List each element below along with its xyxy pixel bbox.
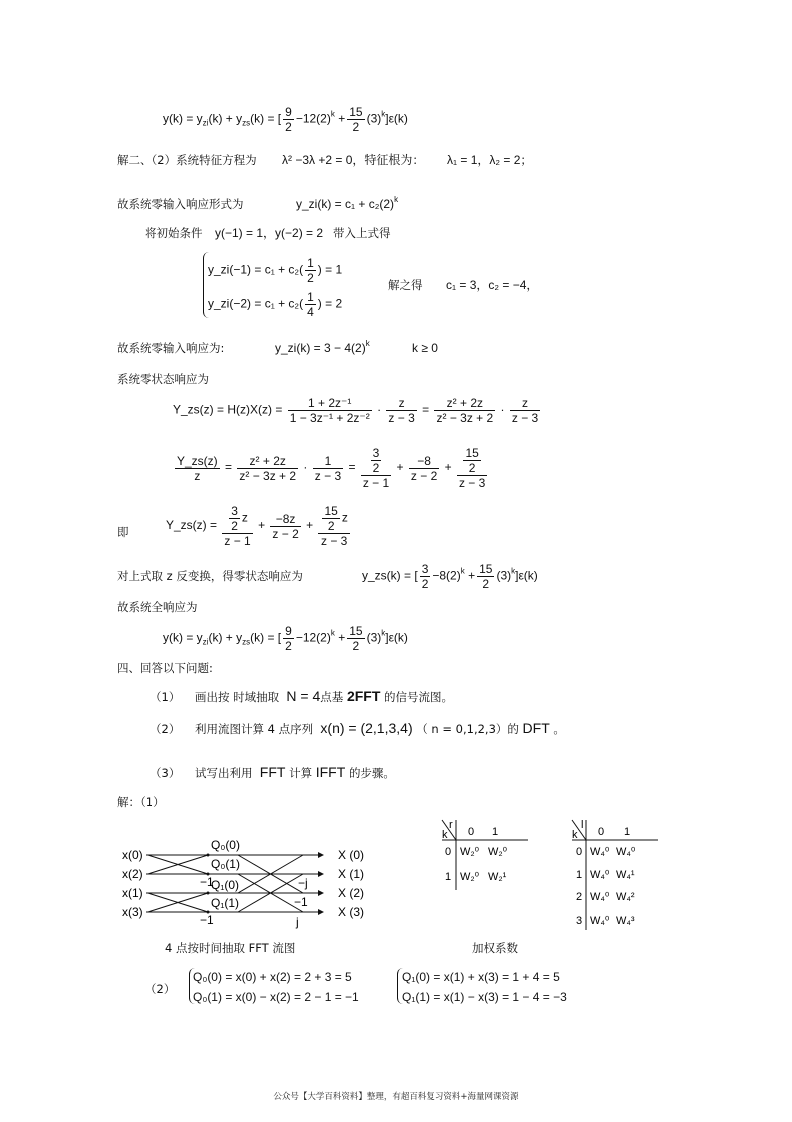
initial-cond-text: 将初始条件	[145, 226, 203, 240]
twiddle-table-1	[440, 818, 530, 892]
flow-input-1: x(2)	[122, 867, 143, 881]
page-footer: 公众号【大学百科资料】整理，有超百科复习资料+海量网课资源	[273, 1092, 519, 1102]
tw2-row-0-k: 0	[576, 846, 583, 858]
zs-inverse-text: 对上式取 z 反变换，得零状态响应为	[117, 569, 303, 583]
tw2-row-0-a: W₄⁰	[590, 846, 610, 858]
zi-form-text: 故系统零输入响应形式为	[117, 197, 244, 211]
tw2-row-2-k: 2	[576, 891, 583, 903]
tw2-row-3-a: W₄⁰	[590, 915, 610, 927]
tw1-row-1-k: 1	[445, 871, 452, 883]
flow-input-2: x(1)	[122, 886, 143, 900]
tw1-row-0-k: 0	[445, 846, 452, 858]
flow-node-q00: Q₀(0)	[211, 838, 240, 852]
total-response-eq-top: $y(k) = y_{zi}(k) + y_{zs}(k)$ = [ $\frac{9}{2}$ $-12(2)^k$ + $\frac{15}{2}$ $(3)^k]\varepsilon(k)$	[163, 105, 408, 134]
part2-eq-q01: Q₀(1) = x(0) − x(2) = 2 − 1 = −1	[193, 990, 359, 1004]
tw2-row-3-b: W₄³	[616, 915, 635, 927]
Yzs-eq-3: Y_zs(z) = $\frac{3}{2}$ z z − 1 + $\frac{-8z}{z - 2}$ + $\frac{15}{2}$ z z − 3	[166, 504, 348, 548]
part2-eq-q10: Q₁(0) = x(1) + x(3) = 1 + 4 = 5	[402, 970, 560, 984]
zs-inverse-eq: y_zs(k) = [ $\frac{3}{2}$ $-8(2)^k$ + $\frac{15}{2}$ $(3)^k]\varepsilon(k)$	[362, 562, 538, 591]
characteristic-roots: λ₁ = 1，λ₂ = 2；	[447, 153, 533, 167]
fft-flow-graph	[118, 832, 378, 932]
initial-cond-eq: y(−1) = 1，y(−2) = 2	[215, 226, 324, 240]
tw2-row-2-a: W₄⁰	[590, 891, 610, 903]
tw1-col-0: 0	[468, 826, 475, 838]
solution-2-label: 解二、（2）系统特征方程为	[117, 153, 257, 167]
tw1-row-1-a: W₂⁰	[460, 871, 480, 883]
tw2-row-1-a: W₄⁰	[590, 869, 610, 881]
part2-eq-q00: Q₀(0) = x(0) + x(2) = 2 + 3 = 5	[193, 970, 352, 984]
flow-gain-3: −j	[298, 876, 308, 890]
zi-form-eq: y_zi(k) = $c_1 + c_2(2)^k$	[296, 195, 399, 211]
zi-response-eq: y_zi(k) = $3 - 4(2)^k$	[275, 339, 370, 355]
tw2-row-0-b: W₄⁰	[616, 846, 636, 858]
flow-node-q01: Q₀(1)	[211, 857, 240, 871]
tw2-row-1-k: 1	[576, 869, 583, 881]
flow-output-1: X (1)	[338, 867, 365, 881]
total-response-eq: $y(k) = y_{zi}(k) + y_{zs}(k)$ = [ $\frac{9}{2}$ $-12(2)^k$ + $\frac{15}{2}$ $(3)^k]\varepsilon(k)$	[163, 624, 408, 653]
system-eq-2: y_zi(−2) = c₁ + c₂( $\frac{1}{4}$ ) = 2	[208, 290, 343, 319]
tw2-l-label: l	[581, 819, 584, 831]
tw1-r-label: r	[449, 819, 453, 831]
zi-response-cond: k ≥ 0	[412, 341, 438, 355]
Yzs-eq-2: $\frac{Y\_zs(z)}{z}$ = $\frac{\text{z² + 2z}}{\text{z² − 3z + 2}}$ · $\frac{1}{z - 3}$ = $\frac{\frac{3}{2}}{z - 1}$ + $\frac{-8}{z - 2}$ + $\frac{\frac{15}{2}}{z - 3}$	[177, 446, 486, 490]
part2-number: （2）	[145, 982, 176, 996]
tw2-row-2-b: W₄²	[616, 891, 635, 903]
flow-output-2: X (2)	[338, 886, 365, 900]
flow-node-q11: Q₁(1)	[211, 896, 240, 910]
flow-output-0: X (0)	[338, 848, 365, 862]
tw2-row-3-k: 3	[576, 915, 583, 927]
flow-gain-1: −1	[200, 875, 214, 889]
zs-title: 系统零状态响应为	[117, 372, 209, 386]
tw1-k-label: k	[442, 829, 448, 841]
part2-eq-q11: Q₁(1) = x(1) − x(3) = 1 − 4 = −3	[402, 990, 567, 1004]
flow-gain-4: −1	[294, 895, 308, 909]
Yzs-eq-1: Y_zs(z) = H(z)X(z) = $\frac{\text{1 + 2z⁻¹}}{\text{1 − 3z⁻¹ + 2z⁻²}}$ · $\frac{z}{z - 3}$ = $\frac{\text{z² + 2z}}{\text{z² − 3z + 2}}$ · $\frac{z}{z - 3}$	[173, 396, 539, 425]
ji-label: 即	[117, 525, 129, 539]
flow-caption: 4 点按时间抽取 FFT 流图	[165, 941, 296, 955]
q4-item-2: （2） 利用流图计算 4 点序列 x(n) = (2,1,3,4) （ n = 0,1,2,3）的 DFT 。	[150, 720, 565, 736]
tw2-k-label: k	[572, 829, 578, 841]
initial-cond-text2: 带入上式得	[333, 226, 391, 240]
tw2-col-0: 0	[598, 826, 605, 838]
flow-input-3: x(3)	[122, 905, 143, 919]
total-title: 故系统全响应为	[117, 600, 198, 614]
answer-label: 解：（1）	[117, 795, 165, 809]
tw2-col-1: 1	[624, 826, 631, 838]
flow-gain-5: j	[296, 915, 299, 929]
tw1-row-1-b: W₂¹	[488, 871, 507, 883]
solve-result: c₁ = 3，c₂ = −4，	[446, 278, 539, 292]
tw2-row-1-b: W₄¹	[616, 869, 635, 881]
flow-input-0: x(0)	[122, 848, 143, 862]
twiddle-table-2	[570, 818, 660, 932]
tw1-col-1: 1	[492, 826, 499, 838]
solve-text: 解之得	[388, 278, 423, 292]
twiddle-caption: 加权系数	[472, 941, 518, 955]
tw1-row-0-b: W₂⁰	[488, 846, 508, 858]
flow-output-3: X (3)	[338, 905, 365, 919]
zi-response-text: 故系统零输入响应为:	[117, 341, 225, 355]
characteristic-equation: λ² −3λ +2 = 0，特征根为：	[282, 153, 425, 167]
tw1-row-0-a: W₂⁰	[460, 846, 480, 858]
section-4-title: 四、回答以下问题:	[117, 661, 213, 675]
system-eq-1: y_zi(−1) = c₁ + c₂( $\frac{1}{2}$ ) = 1	[208, 256, 343, 285]
q4-item-1: （1） 画出按 时域抽取 N = 4点基 2FFT 的信号流图。	[150, 688, 454, 704]
flow-gain-2: −1	[200, 913, 214, 927]
q4-item-3: （3） 试写出利用 FFT 计算 IFFT 的步骤。	[150, 764, 395, 780]
flow-node-q10: Q₁(0)	[211, 878, 240, 892]
